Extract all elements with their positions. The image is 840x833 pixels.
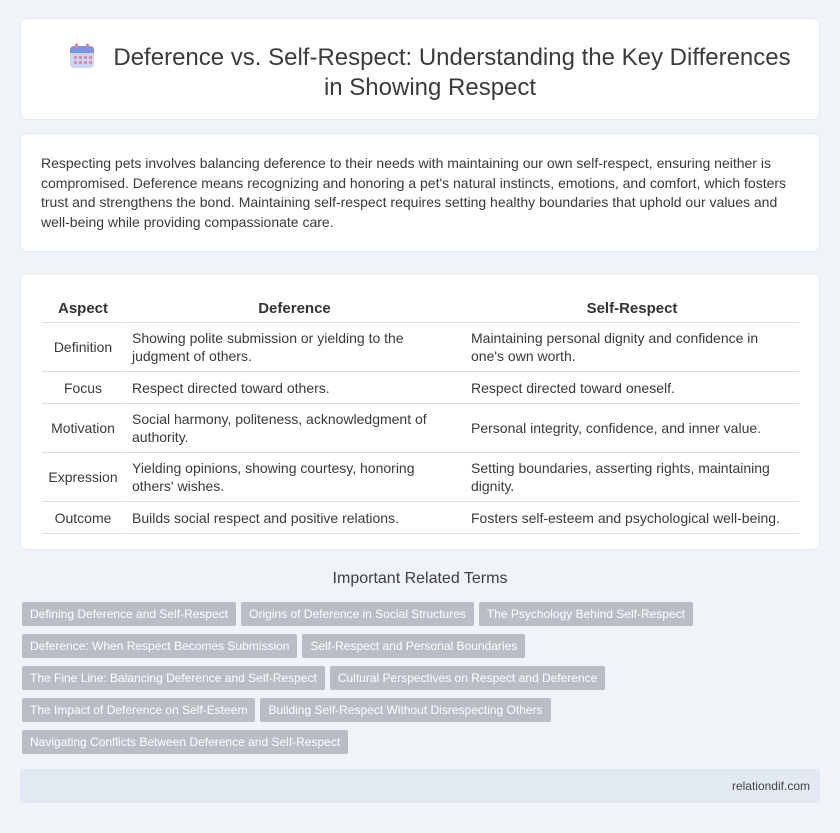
related-term-tag[interactable]: Origins of Deference in Social Structures [241, 602, 474, 626]
related-term-tag[interactable]: Defining Deference and Self-Respect [22, 602, 236, 626]
footer [20, 769, 820, 803]
aspect-cell: Expression [42, 453, 124, 502]
footer-site-link[interactable]: relationdif.com [731, 779, 810, 793]
column-header-aspect: Aspect [42, 294, 124, 323]
header-card [20, 18, 820, 120]
related-term-tag[interactable]: The Fine Line: Balancing Deference and Self-Respect [22, 666, 325, 690]
aspect-cell: Outcome [42, 502, 124, 534]
comparison-table [42, 294, 799, 534]
deference-cell: Respect directed toward others. [124, 372, 463, 404]
tag-row [22, 634, 822, 666]
aspect-cell: Focus [42, 372, 124, 404]
intro-paragraph: Respecting pets involves balancing deference to their needs with maintaining our own self-respect, ensuring neither is compromised. Deference means recognizing and honoring a pet's natural instincts, emotions, and comfort, which fosters trust and strengthens the bond. Maintaining self-respect requires setting healthy boundaries that uphold our values and well-being while providing compassionate care. [41, 155, 787, 230]
deference-cell: Yielding opinions, showing courtesy, honoring others' wishes. [124, 453, 463, 502]
title-wrap [61, 43, 799, 103]
self-respect-cell: Setting boundaries, asserting rights, maintaining dignity. [463, 453, 799, 502]
table-row [42, 323, 799, 372]
related-term-tag[interactable]: The Impact of Deference on Self-Esteem [22, 698, 255, 722]
aspect-cell: Motivation [42, 404, 124, 453]
tag-row [22, 730, 822, 762]
table-row [42, 502, 799, 534]
calendar-icon [69, 43, 95, 69]
tag-row [22, 698, 822, 730]
self-respect-cell: Personal integrity, confidence, and inner value. [463, 404, 799, 453]
comparison-card [20, 273, 820, 550]
related-term-tag[interactable]: Cultural Perspectives on Respect and Deference [330, 666, 605, 690]
deference-cell: Builds social respect and positive relations. [124, 502, 463, 534]
related-term-tag[interactable]: The Psychology Behind Self-Respect [479, 602, 693, 626]
page-title-text: Deference vs. Self-Respect: Understanding the Key Differences in Showing Respect [113, 44, 791, 101]
deference-cell: Showing polite submission or yielding to the judgment of others. [124, 323, 463, 372]
table-header-row [42, 294, 799, 323]
related-term-tag[interactable]: Building Self-Respect Without Disrespecting Others [260, 698, 550, 722]
deference-cell: Social harmony, politeness, acknowledgment of authority. [124, 404, 463, 453]
aspect-cell: Definition [42, 323, 124, 372]
related-terms-list [22, 602, 822, 762]
table-row [42, 404, 799, 453]
self-respect-cell: Fosters self-esteem and psychological well-being. [463, 502, 799, 534]
column-header-deference: Deference [124, 294, 463, 323]
tag-row [22, 666, 822, 698]
intro-card [20, 133, 820, 252]
table-row [42, 453, 799, 502]
self-respect-cell: Respect directed toward oneself. [463, 372, 799, 404]
table-row [42, 372, 799, 404]
related-term-tag[interactable]: Self-Respect and Personal Boundaries [302, 634, 525, 658]
page-title [61, 43, 799, 103]
related-terms-heading: Important Related Terms [332, 570, 508, 587]
related-term-tag[interactable]: Navigating Conflicts Between Deference and Self-Respect [22, 730, 348, 754]
related-term-tag[interactable]: Deference: When Respect Becomes Submission [22, 634, 297, 658]
column-header-self-respect: Self-Respect [463, 294, 799, 323]
tag-row [22, 602, 822, 634]
self-respect-cell: Maintaining personal dignity and confidence in one's own worth. [463, 323, 799, 372]
